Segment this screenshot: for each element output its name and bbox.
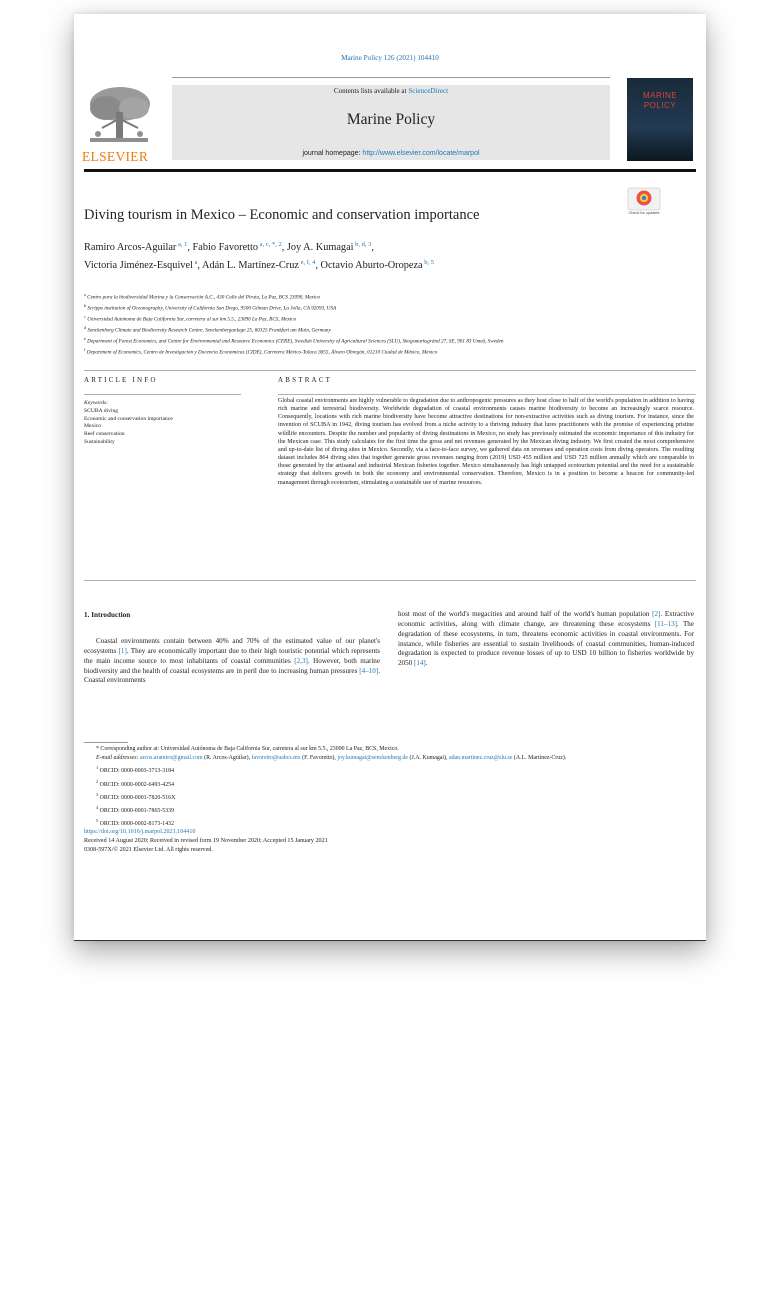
email-owner: (A.L. Martínez-Cruz). <box>512 755 567 762</box>
citation-link[interactable]: [11–13] <box>654 619 677 628</box>
affiliation-divider <box>84 370 696 371</box>
abstract-heading: ABSTRACT <box>278 376 333 384</box>
keywords-list <box>84 408 173 447</box>
affiliation-key: a <box>84 292 86 297</box>
email-link[interactable]: arcos.aramiro@gmail.com <box>139 755 203 762</box>
keywords-label: Keywords: <box>84 400 109 406</box>
citation-link[interactable]: [1] <box>118 646 127 655</box>
citation-link[interactable]: [2] <box>652 610 661 618</box>
author-affiliation-marker[interactable]: b, d, 3 <box>353 241 372 248</box>
article-info-rule <box>84 394 241 395</box>
journal-title: Marine Policy <box>346 111 436 128</box>
affiliation-key: b <box>84 303 87 309</box>
keyword-item: Mexico <box>84 423 102 430</box>
elsevier-tree-logo <box>84 84 154 146</box>
keyword-item: Reef conservation <box>84 431 125 438</box>
keyword-item: Sustainability <box>84 438 115 445</box>
corresponding-author-note: * Corresponding author at: Universidad Autónoma de Baja California Sur, carretera al sur km 5.5., 23090 La Paz, BCS, Mexico. <box>96 746 399 752</box>
affiliation-item <box>84 335 644 346</box>
intro-right-column: host most of the world's megacities and around half of the world's human population [2]. Extractive economic activities, along with climate change, are threatening these ecosystems [11–13]. The degradation of these ecosystems, in turn, threatens economic activities in coastal environments. For instance, while fisheries are essential to sustain livelihoods of coastal communities, human-induced degradation is expected to produce revenue losses of up to USD 10 billion to fisheries worldwide by 2050 [14]. <box>398 610 694 668</box>
author-separator: , <box>371 242 374 253</box>
author-list <box>84 237 434 273</box>
orcid-number: 3 <box>96 791 99 797</box>
author-affiliation-marker[interactable]: b, 5 <box>422 259 434 266</box>
affiliation-text: Scripps institution of Oceanography, University of California San Diego, 9500 Gilman Drive, La Jolla, CA 92093, USA <box>86 305 337 312</box>
email-owner: (R. Arcos-Aguilar), <box>202 755 252 762</box>
orcid-text: ORCID: 0000-0002-8173-1432 <box>98 821 175 828</box>
affiliation-item <box>84 313 644 324</box>
orcid-item <box>84 777 696 790</box>
affiliation-key: e <box>84 336 86 342</box>
received-dates: Received 14 August 2020; Received in revised form 19 November 2020; Accepted 15 January 2021 <box>84 838 328 845</box>
orcid-text: ORCID: 0000-0001-7820-516X <box>98 794 176 801</box>
author-name[interactable]: Octavio Aburto-Oropeza <box>320 260 423 271</box>
affiliation-item <box>84 291 644 302</box>
author-name[interactable]: Adán L. Martínez-Cruz <box>202 260 299 271</box>
author-affiliation-marker[interactable]: a, c, *, 2 <box>258 241 282 248</box>
email-label: E-mail addresses: <box>96 755 140 762</box>
author-separator: , <box>281 242 287 253</box>
orcid-number: 1 <box>96 765 99 771</box>
journal-header-box <box>172 85 610 160</box>
orcid-number: 4 <box>96 804 99 810</box>
page-bottom-rule <box>74 940 706 942</box>
abstract-rule <box>278 394 696 395</box>
author-affiliation-marker[interactable]: a, 1 <box>176 241 188 248</box>
email-addresses <box>84 754 696 763</box>
authors-line-1 <box>84 237 434 255</box>
cover-title-line-2: POLICY <box>643 101 677 110</box>
orcid-item <box>84 790 696 803</box>
publisher-name[interactable]: ELSEVIER <box>82 149 149 164</box>
email-owner: (J.A. Kumagai), <box>408 755 449 762</box>
author-name[interactable]: Joy A. Kumagai <box>286 242 354 253</box>
homepage-link[interactable]: http://www.elsevier.com/locate/marpol <box>362 150 480 157</box>
article-info-heading: ARTICLE INFO <box>84 376 158 384</box>
keyword-item: Economic and conservation importance <box>84 415 173 422</box>
keywords-block <box>84 400 173 447</box>
paper-page <box>74 14 706 941</box>
journal-reference[interactable]: Marine Policy 126 (2021) 104410 <box>341 54 439 62</box>
orcid-list <box>84 763 696 829</box>
orcid-item <box>84 803 696 816</box>
check-updates-label: Check for updates <box>628 211 660 215</box>
citation-link[interactable]: [2,3] <box>294 656 308 665</box>
orcid-number: 5 <box>96 818 99 824</box>
journal-homepage: journal homepage: http://www.elsevier.com/locate/marpol <box>302 150 480 157</box>
affiliation-text: Department of Forest Economics, and Centre for Environmental and Resource Economics (CERE), Swedish University of Agricultural Sciences (SLU), Skogsmarksgränd 27, SE, 901 83 Umeå, Sweden <box>85 338 504 345</box>
orcid-item <box>84 763 696 776</box>
author-name[interactable]: Victoria Jiménez-Esquivel <box>84 260 193 271</box>
affiliation-item <box>84 324 644 335</box>
header-thick-rule <box>84 169 696 172</box>
email-owner: (F. Favoretto), <box>300 755 338 762</box>
author-separator: , <box>197 260 203 271</box>
affiliation-key: c <box>84 314 86 320</box>
orcid-text: ORCID: 0000-0001-7865-5339 <box>98 807 175 814</box>
affiliation-key: d <box>84 325 87 331</box>
authors-line-2 <box>84 255 434 273</box>
author-separator: , <box>187 242 193 253</box>
email-link[interactable]: adan.martinez.cruz@slu.se <box>448 755 513 762</box>
author-separator: , <box>315 260 321 271</box>
introduction-heading: 1. Introduction <box>84 611 131 619</box>
copyright: 0308-597X/© 2021 Elsevier Ltd. All rights reserved. <box>84 847 213 854</box>
author-name[interactable]: Ramiro Arcos-Aguilar <box>84 242 177 253</box>
abstract-text: Global coastal environments are highly vulnerable to degradation due to anthropogenic pressures as they host close to half of the world's population in addition to having rich marine and terrestrial biodiversity. Worldwide degradation of coastal environments causes marine biodiversity to become an increasingly scarce resource. Consequently, locations with rich marine biodiversity have become attractive destinations for non-extractive activities such as diving tourism. For instance, since the invention of SCUBA in 1942, diving tourism has evolved from a niche activity to a thriving industry that lures practitioners with the promise of experiencing pristine wildlife encounters. Despite the number and popularity of diving destinations in Mexico, no study has previously estimated the economic importance of this industry for the Mexican case. This study calculates for the first time the gross and net revenues generated by the Mexican diving industry. We first created the most comprehensive and up-to-date list of diving sites in Mexico. Secondly, via a face-to-face survey, we gathered data on revenues and operation costs from diving operators. The resulting dataset includes 864 diving sites that together generate gross revenues ranging from (2019) USD 455 million and USD 725 million annually which are comparable to those generated by the artisanal and industrial Mexican fisheries together. Mexico simultaneously has high untapped ecotourism potential and the need for a sustainable strategy that delivers growth in both the economy and environmental conservation. Therefore, Mexico is in a position to become a beacon for community-led management through ecotourism, stimulating a sustainable use of marine resources. <box>278 398 694 486</box>
email-link[interactable]: joy.kumagai@senckenberg.de <box>337 755 409 762</box>
affiliation-text: Department of Economics, Centro de Investigación y Docencia Económicas (CIDE), Carretera México-Toluca 3655, Álvaro Obregón, 01210 Ciudad de México, Mexico <box>85 349 438 356</box>
email-link[interactable]: favoretto@uabcs.mx <box>251 755 301 762</box>
article-title: Diving tourism in Mexico – Economic and conservation importance <box>84 207 480 223</box>
citation-link[interactable]: [14] <box>413 659 426 668</box>
orcid-text: ORCID: 0000-0002-6493-4254 <box>98 781 175 788</box>
cover-title-line-1: MARINE <box>642 91 678 100</box>
sciencedirect-link[interactable]: ScienceDirect <box>408 87 449 95</box>
author-affiliation-marker[interactable]: e, f, 4 <box>298 259 316 266</box>
doi-block <box>84 828 328 855</box>
author-name[interactable]: Fabio Favoretto <box>192 242 259 253</box>
affiliation-text: Centro para la biodiversidad Marina y la Conservación A.C., 430 Calle del Pirata, La Paz, BCS 23090, Mexico <box>85 294 321 301</box>
affiliation-key: f <box>84 347 86 353</box>
orcid-number: 2 <box>96 778 99 784</box>
journal-cover-image[interactable] <box>627 78 693 161</box>
citation-link[interactable]: [4–10] <box>359 666 379 675</box>
author-affiliation-marker[interactable]: a <box>192 259 198 266</box>
check-updates-icon <box>627 187 661 211</box>
affiliation-text: Senckenberg Climate and Biodiversity Research Centre, Senckenberganlage 25, 60325 Frankfurt am Main, Germany <box>86 327 331 334</box>
orcid-text: ORCID: 0000-0003-3713-3184 <box>98 768 175 775</box>
affiliations <box>84 291 644 357</box>
check-for-updates-badge[interactable] <box>627 187 661 221</box>
doi-link[interactable]: https://doi.org/10.1016/j.marpol.2021.104410 <box>84 829 196 835</box>
header-divider <box>172 77 610 78</box>
keyword-item: SCUBA diving <box>84 407 119 414</box>
footnote-rule <box>84 742 128 743</box>
intro-left-column: Coastal environments contain between 40% and 70% of the estimated value of our planet's ecosystems [1]. They are economically important due to their high touristic potential which represents the main income source to most inhabitants of coastal communities [2,3]. However, both marine biodiversity and the health of coastal ecosystems are in peril due to increasing human pressures [4–10]. Coastal environments <box>84 637 381 685</box>
footnotes <box>84 745 696 829</box>
affiliation-text: Universidad Autónoma de Baja California Sur, carretera al sur km 5.5., 23090 La Paz, BCS, Mexico <box>85 316 297 323</box>
contents-available: Contents lists available at ScienceDirect <box>333 87 449 95</box>
affiliation-item <box>84 302 644 313</box>
abstract-bottom-rule <box>84 580 696 581</box>
affiliation-item <box>84 346 644 357</box>
